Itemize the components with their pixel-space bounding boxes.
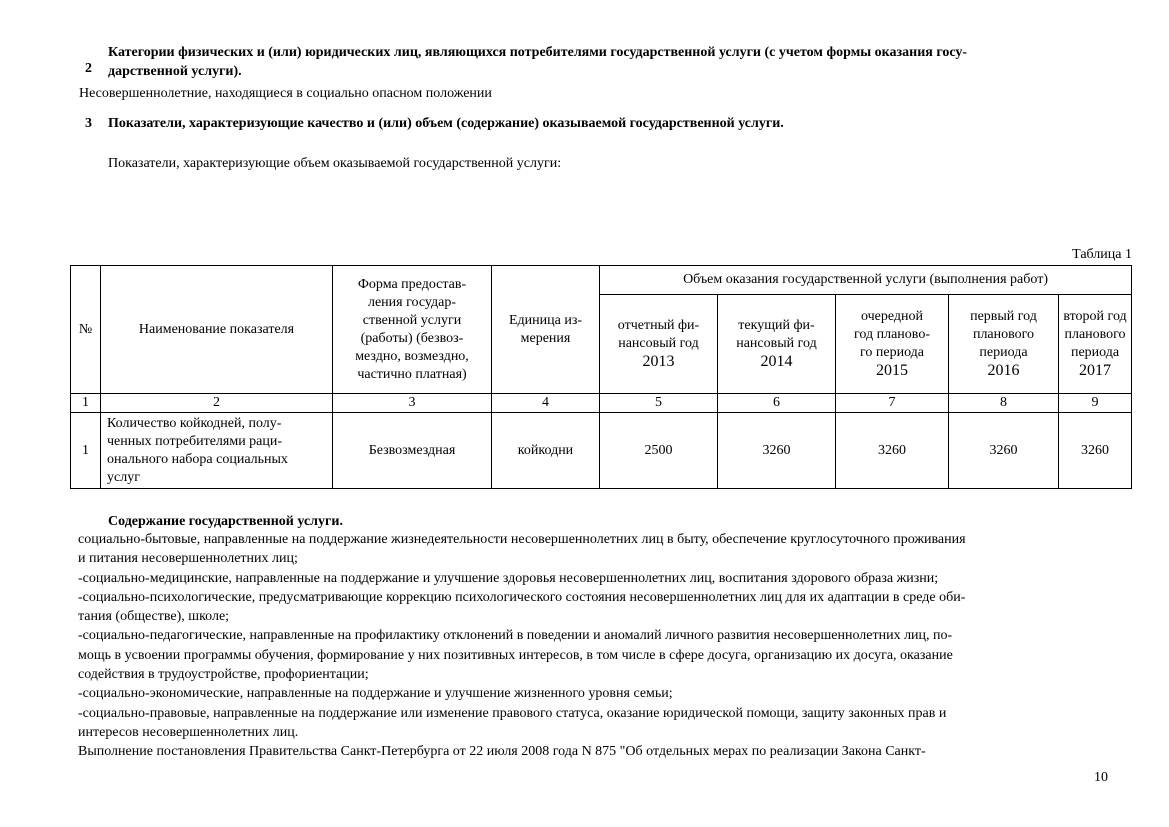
content-line: интересов несовершеннолетних лиц. (78, 724, 299, 740)
header-year-line: первый год (970, 309, 1037, 324)
section-3-number: 3 (85, 116, 92, 131)
section-2-heading-line: Категории физических и (или) юридических лиц, являющихся потребителями государственной услуги (с учетом формы оказания госу- (108, 45, 968, 60)
row-indicator-line: Количество койкодней, полу- (107, 415, 282, 431)
header-year-line: планового (972, 327, 1035, 342)
header-year-line: нансовый год (618, 336, 699, 351)
header-unit-line: мерения (520, 330, 571, 346)
content-body (78, 530, 966, 762)
content-line: тания (обществе), школе; (78, 609, 230, 625)
section-2-number: 2 (85, 61, 92, 76)
row-value-2015: 3260 (836, 413, 949, 489)
header-year-value: 2016 (987, 362, 1020, 379)
row-value-2017: 3260 (1059, 413, 1132, 489)
content-line: -социально-психологические, предусматривающие коррекцию психологического состояния несовершеннолетних лиц для их адаптации в среде оби- (78, 589, 966, 605)
content-line: -социально-экономические, направленные на поддержание и улучшение жизненного уровня семьи; (78, 686, 673, 702)
header-year-line: периода (1070, 345, 1120, 360)
row-indicator (101, 413, 333, 489)
header-num: № (71, 266, 101, 394)
column-number: 7 (836, 394, 949, 413)
row-indicator-line: услуг (107, 469, 140, 485)
header-year-2016 (949, 295, 1059, 394)
content-line: Выполнение постановления Правительства Санкт-Петербурга от 22 июля 2008 года N 875 "Об отдельных мерах по реализации Закона Санкт- (78, 744, 926, 760)
header-year-2015 (836, 295, 949, 394)
row-num: 1 (71, 413, 101, 489)
header-form-line: (работы) (безвоз- (360, 330, 464, 346)
section-2-heading (108, 43, 967, 81)
column-number: 8 (949, 394, 1059, 413)
column-number-row (71, 394, 1132, 413)
header-year-value: 2013 (642, 353, 675, 370)
table-row (71, 413, 1132, 489)
section-2-heading-line: дарственной услуги). (108, 64, 242, 79)
column-number: 4 (492, 394, 600, 413)
header-year-line: отчетный фи- (617, 318, 700, 333)
header-form-line: ственной услуги (362, 312, 462, 328)
content-line: -социально-педагогические, направленные на профилактику отклонений в поведении и аномалий личного развития несовершеннолетних лиц, по- (78, 628, 953, 644)
content-line: -социально-медицинские, направленные на поддержание и улучшение здоровья несовершеннолетних лиц, воспитания здорового образа жизни; (78, 570, 939, 586)
row-value-2016: 3260 (949, 413, 1059, 489)
header-year-2014 (718, 295, 836, 394)
header-year-line: нансовый год (736, 336, 817, 351)
column-number: 2 (101, 394, 333, 413)
header-year-line: очередной (860, 309, 924, 324)
section-3-heading: Показатели, характеризующие качество и (или) объем (содержание) оказываемой государственной услуги. (108, 116, 784, 131)
header-year-line: периода (979, 345, 1028, 360)
column-number: 6 (718, 394, 836, 413)
header-year-2017 (1059, 295, 1132, 394)
header-volume-group: Объем оказания государственной услуги (выполнения работ) (600, 266, 1132, 295)
content-heading: Содержание государственной услуги. (108, 514, 343, 529)
row-form: Безвозмездная (333, 413, 492, 489)
header-year-2013 (600, 295, 718, 394)
header-year-line: го периода (859, 345, 925, 360)
column-number: 9 (1059, 394, 1132, 413)
header-form-line: частично платная) (357, 366, 467, 382)
volume-table (70, 265, 1132, 489)
section-3-subheading: Показатели, характеризующие объем оказываемой государственной услуги: (108, 156, 562, 171)
header-year-line: планового (1064, 327, 1126, 342)
content-line: и питания несовершеннолетних лиц; (78, 551, 298, 567)
header-unit (492, 266, 600, 394)
content-line: социально-бытовые, направленные на поддержание жизнедеятельности несовершеннолетних лиц в быту, обеспечение круглосуточного проживания (78, 532, 966, 547)
header-form (333, 266, 492, 394)
header-year-value: 2015 (876, 362, 908, 379)
header-year-value: 2014 (760, 353, 793, 370)
header-form-line: ления государ- (367, 294, 456, 310)
row-value-2013: 2500 (600, 413, 718, 489)
content-line: -социально-правовые, направленные на поддержание или изменение правового статуса, оказание юридической помощи, защиту законных прав и (78, 705, 947, 721)
column-number: 1 (71, 394, 101, 413)
header-year-line: год планово- (854, 327, 930, 342)
content-line: мощь в усвоении программы обучения, формирование у них позитивных интересов, в том числе в сфере досуга, организацию их досуга, оказание (78, 647, 953, 663)
content-line: содействия в трудоустройстве, профориентации; (78, 667, 369, 683)
header-indicator: Наименование показателя (101, 266, 333, 394)
column-number: 3 (333, 394, 492, 413)
section-2-value: Несовершеннолетние, находящиеся в социально опасном положении (79, 86, 492, 101)
header-year-value: 2017 (1079, 362, 1112, 379)
header-form-line: мездно, возмездно, (355, 348, 469, 364)
header-year-line: второй год (1063, 309, 1127, 324)
header-form-line: Форма предостав- (357, 276, 467, 292)
header-year-line: текущий фи- (738, 318, 815, 333)
row-indicator-line: ченных потребителями раци- (107, 433, 283, 449)
table-caption: Таблица 1 (1072, 247, 1132, 262)
row-value-2014: 3260 (718, 413, 836, 489)
row-indicator-line: онального набора социальных (107, 451, 288, 467)
header-unit-line: Единица из- (508, 312, 583, 328)
column-number: 5 (600, 394, 718, 413)
row-unit: койкодни (492, 413, 600, 489)
page-number: 10 (1094, 770, 1108, 785)
